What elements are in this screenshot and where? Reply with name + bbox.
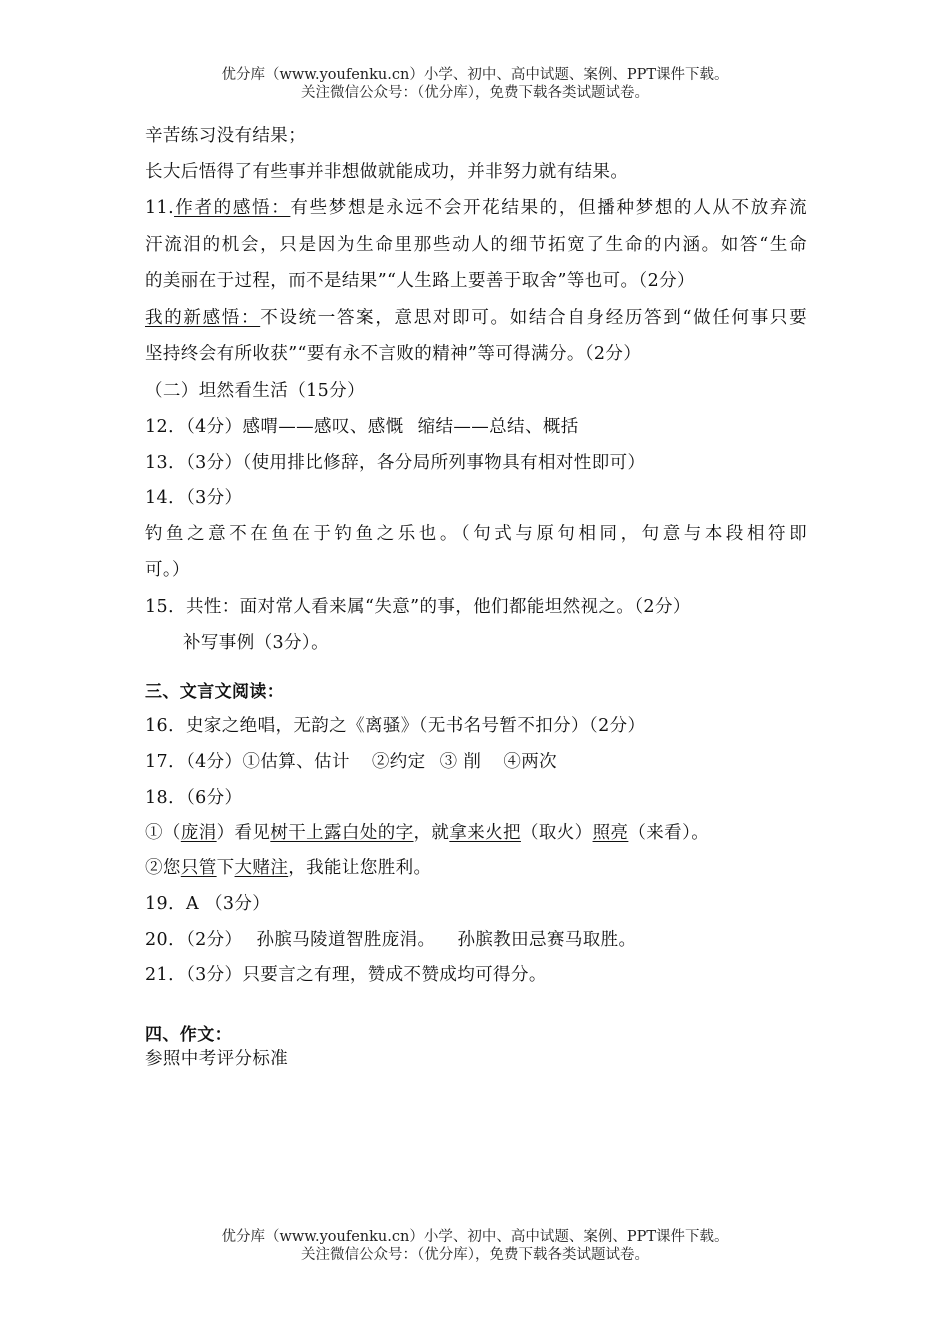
answer-text: ①（	[145, 823, 181, 843]
section-title: 四、作文：	[145, 1025, 232, 1045]
question-14-line: 14．（3分）	[145, 488, 243, 508]
footer-line-1: 优分库（www.youfenku.cn）小学、初中、高中试题、案例、PPT课件下载。	[221, 1229, 729, 1245]
question-number: 17．（4分）	[145, 752, 243, 772]
answer-text: 有些梦想是永远不会开花结果的，但播种梦想的人从不放弃流	[290, 198, 807, 218]
answer-text: 缩结——总结、概括	[417, 417, 579, 437]
question-13-line: 13．（3分）（使用排比修辞，各分局所列事物具有相对性即可）	[145, 453, 646, 473]
section-title: 三、文言文阅读：	[145, 682, 285, 702]
answer-text: ④两次	[503, 752, 558, 772]
header-line-2: 关注微信公众号：（优分库），免费下载各类试题试卷。	[301, 85, 649, 101]
answer-text: 不设统一答案，意思对即可。如结合自身经历答到“做任何事只要	[260, 308, 808, 328]
underlined-text: 树干上露白处的字	[270, 823, 414, 843]
page-footer	[0, 1228, 950, 1264]
question-number: 11.	[145, 198, 175, 218]
question-15-line: 15．共性：面对常人看来属“失意”的事，他们都能坦然视之。（2分）	[145, 597, 691, 617]
underlined-text: 只管	[180, 858, 217, 878]
question-18-line: 18．（6分）	[145, 788, 243, 808]
text-line: 坚持终会有所收获”“要有永不言败的精神”等可得满分。（2分）	[145, 344, 642, 364]
answer-text: 孙膑教田忌赛马取胜。	[457, 930, 637, 950]
text-line: 参照中考评分标准	[145, 1049, 289, 1069]
answer-text: ③ 削	[439, 752, 482, 772]
answer-text: ②约定	[371, 752, 426, 772]
text-line: 长大后悟得了有些事并非想做就能成功，并非努力就有结果。	[145, 162, 629, 182]
text-line: 汗流泪的机会，只是因为生命里那些动人的细节拓宽了生命的内涵。如答“生命	[145, 235, 807, 255]
header-line-1: 优分库（www.youfenku.cn）小学、初中、高中试题、案例、PPT课件下载。	[221, 67, 729, 83]
page-header	[0, 66, 950, 102]
question-21-line: 21．（3分）只要言之有理，赞成不赞成均可得分。	[145, 965, 547, 985]
answer-text: ，我能让您胜利。	[288, 858, 432, 878]
underlined-label: 作者的感悟：	[174, 198, 291, 218]
answer-text: 下	[216, 858, 235, 878]
answer-text: ）看见	[216, 823, 271, 843]
underlined-label: 我的新感悟：	[145, 308, 261, 328]
answer-text: 感喟——感叹、感慨	[242, 417, 404, 437]
text-line: 可。）	[145, 560, 190, 580]
text-line: 辛苦练习没有结果；	[145, 126, 307, 146]
section-title: （二）坦然看生活（15分）	[145, 381, 365, 401]
question-16-line: 16．史家之绝唱，无韵之《离骚》（无书名号暂不扣分）（2分）	[145, 716, 646, 736]
answer-text: （来看）。	[628, 823, 710, 843]
question-11-line	[145, 306, 807, 330]
underlined-text: 照亮	[592, 823, 629, 843]
text-line: 钓鱼之意不在鱼在于钓鱼之乐也。（句式与原句相同，句意与本段相符即	[145, 524, 807, 544]
text-line: 的美丽在于过程，而不是结果”“人生路上要善于取舍”等也可。（2分）	[145, 271, 695, 291]
question-18-answer-2	[145, 856, 431, 880]
text-line: 补写事例（3分）。	[183, 633, 329, 653]
answer-text: 孙膑马陵道智胜庞涓。	[256, 930, 436, 950]
answer-text: ，就	[413, 823, 450, 843]
question-number: 12．（4分）	[145, 417, 243, 437]
question-17-line	[145, 750, 557, 774]
question-11-line	[145, 196, 807, 220]
underlined-text: 庞涓	[180, 823, 217, 843]
underlined-text: 拿来火把	[449, 823, 521, 843]
question-19-line: 19．A （3分）	[145, 894, 271, 914]
answer-text: ②您	[145, 858, 181, 878]
answer-text: ①估算、估计	[242, 752, 350, 772]
underlined-text: 大赌注	[234, 858, 289, 878]
question-20-line	[145, 928, 636, 952]
question-18-answer-1	[145, 821, 709, 845]
question-12-line	[145, 415, 579, 439]
question-number: 20．（2分）	[145, 930, 243, 950]
answer-text: （取火）	[520, 823, 593, 843]
footer-line-2: 关注微信公众号：（优分库），免费下载各类试题试卷。	[301, 1247, 649, 1263]
